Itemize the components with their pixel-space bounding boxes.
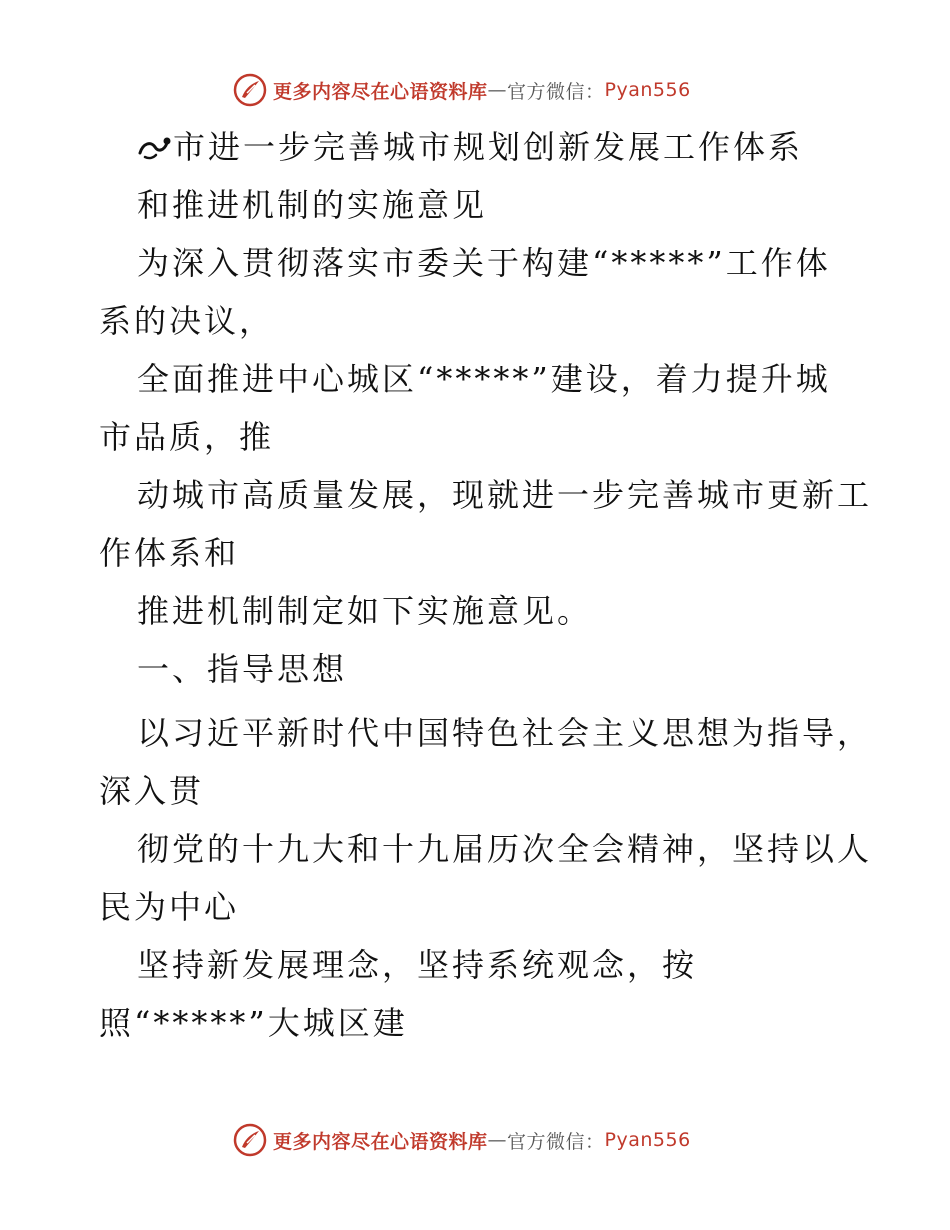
paragraph-line: 作体系和 (99, 534, 240, 572)
paragraph-line: 深入贯 (99, 772, 205, 810)
paragraph-line: 照“*****”大城区建 (99, 1004, 408, 1042)
paragraph-line: 全面推进中心城区“*****”建设，着力提升城 (137, 360, 831, 398)
document-title-line-1 (0, 127, 950, 167)
paragraph-line: 彻党的十九大和十九届历次全会精神，坚持以人 (137, 830, 873, 868)
document-title-line-2: 和推进机制的实施意见 (137, 186, 488, 224)
watermark-text: 更多内容尽在心语资料库 (273, 1130, 488, 1153)
watermark-handle: Pyan556 (604, 1129, 691, 1151)
paragraph-line: 为深入贯彻落实市委关于构建“*****”工作体 (137, 244, 831, 282)
document-line: 市进一步完善城市规划创新发展工作体系 (173, 128, 804, 166)
brand-logo-icon (233, 1123, 267, 1157)
brand-logo-icon (233, 73, 267, 107)
footer-watermark (233, 1120, 691, 1160)
watermark-separator: — (487, 1129, 508, 1151)
paragraph-line: 以习近平新时代中国特色社会主义思想为指导， (137, 714, 873, 752)
watermark-contact-label: 官方微信： (507, 80, 605, 103)
watermark-text: 更多内容尽在心语资料库 (273, 80, 488, 103)
paragraph-line: 动城市高质量发展，现就进一步完善城市更新工 (137, 476, 873, 514)
paragraph-line: 民为中心 (99, 888, 240, 926)
paragraph-line: 坚持新发展理念，坚持系统观念，按 (137, 946, 698, 984)
watermark-contact-label: 官方微信： (507, 1130, 605, 1153)
watermark-handle: Pyan556 (604, 79, 691, 101)
section-heading: 一、指导思想 (137, 650, 348, 688)
paragraph-line: 系的决议， (99, 302, 275, 340)
paragraph-line: 推进机制制定如下实施意见。 (137, 592, 593, 630)
paragraph-line: 市品质，推 (99, 418, 275, 456)
header-watermark (233, 70, 691, 110)
watermark-separator: — (487, 79, 508, 101)
title-prefix-glyph-icon (137, 131, 173, 161)
